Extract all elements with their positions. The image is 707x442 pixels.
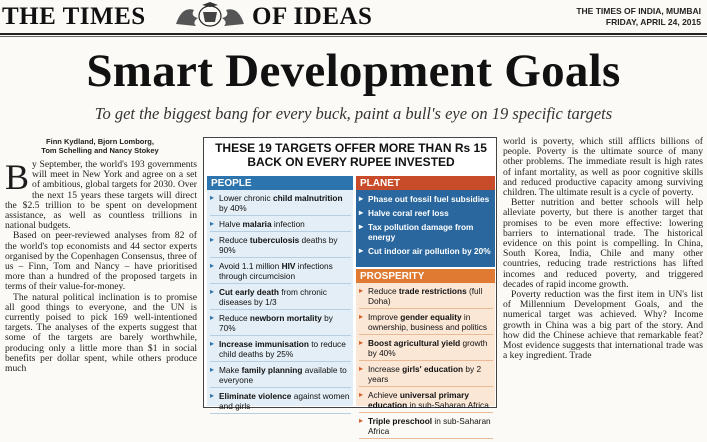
masthead xyxy=(0,0,707,34)
people-list xyxy=(210,193,351,417)
planet-target-item: ▸ Halve coral reef loss xyxy=(359,208,493,218)
people-target-item: ▸ Cut early death from chronic diseases by 1/3 xyxy=(210,287,351,310)
edition-info xyxy=(576,6,701,28)
dropcap: B xyxy=(5,157,30,197)
crest-icon xyxy=(172,2,248,28)
edition-date: FRIDAY, APRIL 24, 2015 xyxy=(605,17,701,27)
prosperity-target-item: ▸ Triple preschool in sub-Saharan Africa xyxy=(359,416,493,439)
prosperity-target-item: ▸ Increase girls' education by 2 years xyxy=(359,364,493,387)
byline-line-1: Finn Kydland, Bjorn Lomborg, xyxy=(46,137,154,146)
byline-line-2: Tom Schelling and Nancy Stokey xyxy=(41,146,159,155)
masthead-title: THE TIMES xyxy=(2,3,146,30)
prosperity-target-item: ▸ Improve gender equality in ownership, business and politics xyxy=(359,312,493,335)
people-target-item: ▸ Increase immunisation to reduce child deaths by 25% xyxy=(210,339,351,362)
paragraph-6: Poverty reduction was the first item in UN's list of Millennium Development Goals, and the numerical target was achieved. Why? Income growth in China was a big part of the story. And how did the Chinese achieve that remarkable feat? Most evidence suggests that international trade was a key ingredient. Trade xyxy=(503,289,703,362)
prosperity-list xyxy=(359,286,493,442)
planet-heading: PLANET xyxy=(356,176,495,190)
paragraph-2: Based on peer-reviewed analyses from 82 of the world's top economists and 44 sector experts organised by the Copenhagen Consensus, three of us – Finn, Tom and Nancy – have prioritised more than a hundred of the proposed targets in terms of their value-for-money. xyxy=(5,230,197,293)
paragraph-1: By September, the world's 193 governments will meet in New York and agree on a set of ambitious, global targets for 2030. Over the next 15 years these targets will direct the $2.5 trillion to be spent on development assistance, as well as countless trillions in national budgets. xyxy=(5,157,197,232)
paragraph-3: The natural political inclination is to promise all good things to everyone, and the UN is currently poised to pick 169 well-intentioned targets. The analyses of the experts suggest that some of the targets are barely worthwhile, producing only a little more than $1 in social benefits per dollar spent, while others produce much xyxy=(5,291,197,375)
people-target-item: ▸ Eliminate violence against women and girls xyxy=(210,391,351,414)
infobox-title xyxy=(204,141,498,169)
deck: To get the biggest bang for every buck, paint a bull's eye on 19 specific targets xyxy=(94,104,613,123)
people-target-item: ▸ Avoid 1.1 million HIV infections through circumcision xyxy=(210,261,351,284)
prosperity-target-item: ▸ Achieve universal primary education in sub-Saharan Africa xyxy=(359,390,493,413)
infobox-title-line-1: THESE 19 TARGETS OFFER MORE THAN Rs 15 xyxy=(215,141,487,155)
right-column xyxy=(503,137,703,361)
left-column xyxy=(5,157,197,375)
masthead-rule xyxy=(0,33,707,35)
planet-target-item: ▸ Cut indoor air pollution by 20% xyxy=(359,246,493,256)
people-target-item: ▸ Make family planning available to everyone xyxy=(210,365,351,388)
paragraph-4: world is poverty, which still afflicts billions of people. Poverty is the ultimate source of many other problems. The immediate result is high rates of infant mortality, as well as poor cognitive skills and reduced productive capacity among surviving children. The ultimate result is a cycle of poverty. xyxy=(503,136,703,199)
masthead-rule-thin xyxy=(0,36,707,37)
masthead-subtitle: OF IDEAS xyxy=(252,3,373,30)
prosperity-target-item: ▸ Reduce trade restrictions (full Doha) xyxy=(359,286,493,309)
people-heading: PEOPLE xyxy=(207,176,353,190)
people-target-item: ▸ Halve malaria infection xyxy=(210,219,351,232)
planet-list xyxy=(359,194,493,260)
infobox-title-line-2: BACK ON EVERY RUPEE INVESTED xyxy=(247,155,455,169)
planet-target-item: ▸ Tax pollution damage from energy xyxy=(359,222,493,242)
prosperity-heading: PROSPERITY xyxy=(356,269,495,283)
people-target-item: ▸ Lower chronic child malnutrition by 40% xyxy=(210,193,351,216)
people-target-item: ▸ Reduce newborn mortality by 70% xyxy=(210,313,351,336)
edition-label: THE TIMES OF INDIA, MUMBAI xyxy=(576,6,701,16)
targets-infobox xyxy=(203,137,497,436)
planet-target-item: ▸ Phase out fossil fuel subsidies xyxy=(359,194,493,204)
prosperity-target-item: ▸ Boost agricultural yield growth by 40% xyxy=(359,338,493,361)
headline: Smart Development Goals xyxy=(86,45,621,97)
paragraph-5: Better nutrition and better schools will help alleviate poverty, but there is another target that promises to be even more effective: lowering barriers to international trade. The historical evidence on this point is compelling. In China, South Korea, India, Chile and many other countries, reducing trade restrictions has lifted incomes and reduced poverty, and triggered decades of rapid income growth. xyxy=(503,197,703,290)
people-target-item: ▸ Reduce tuberculosis deaths by 90% xyxy=(210,235,351,258)
